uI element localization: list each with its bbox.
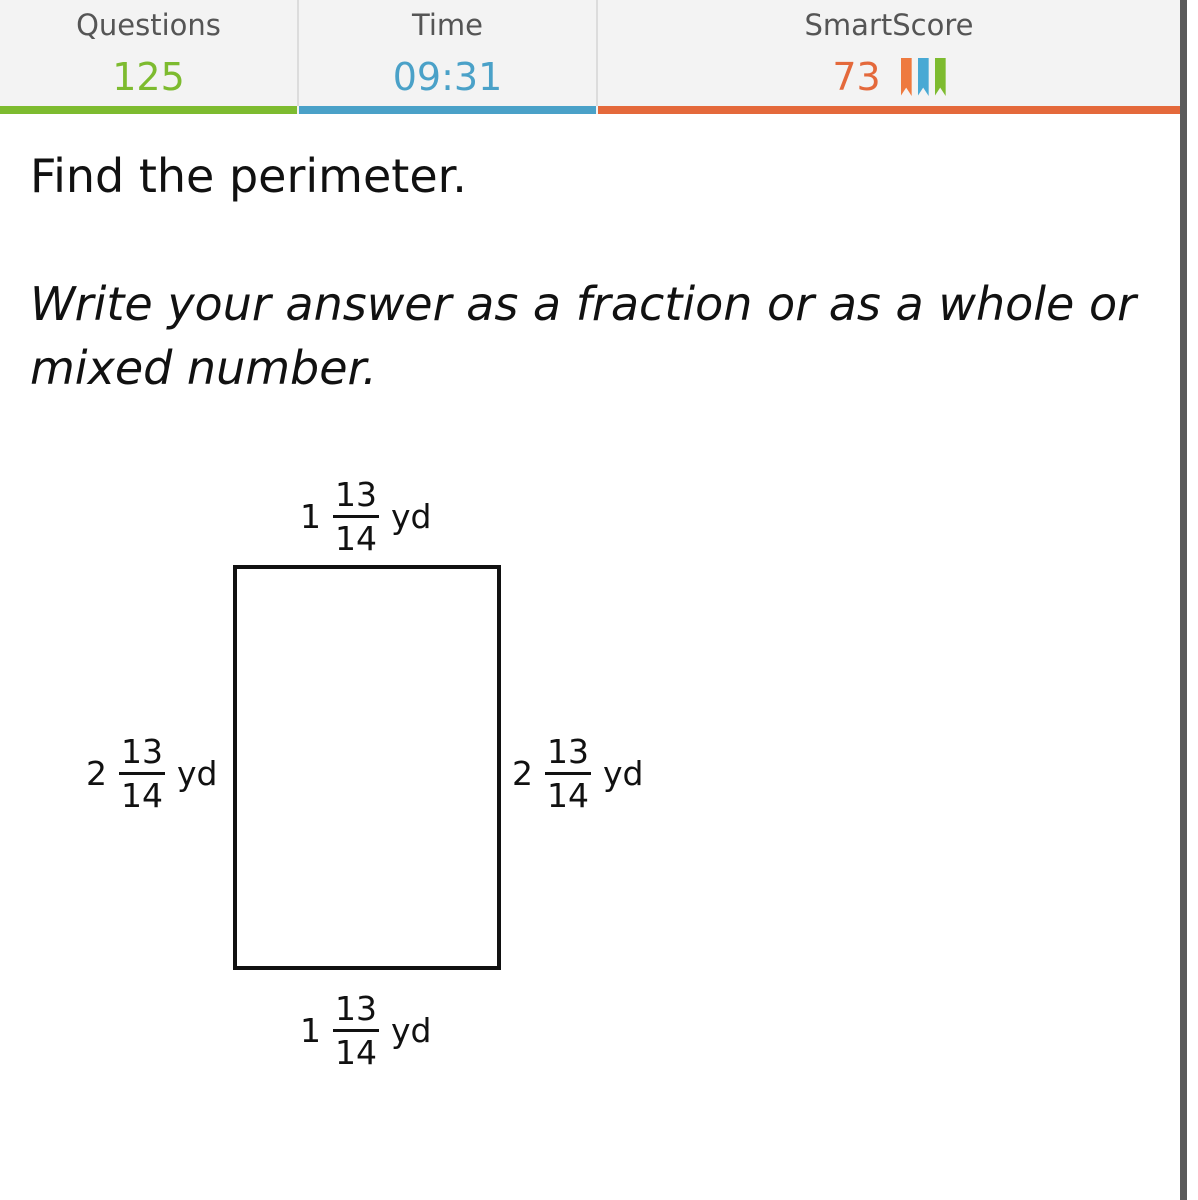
smartscore-value: 73 — [832, 55, 881, 99]
unit: yd — [391, 497, 432, 536]
question-prompt: Find the perimeter. — [30, 149, 467, 203]
numerator: 13 — [333, 478, 379, 518]
denominator: 14 — [121, 776, 163, 815]
questions-bar — [0, 106, 297, 114]
rectangle-figure — [233, 565, 501, 970]
whole-number: 2 — [512, 754, 533, 793]
unit: yd — [391, 1011, 432, 1050]
smartscore-label: SmartScore — [804, 8, 974, 42]
numerator: 13 — [545, 735, 591, 775]
fraction — [545, 732, 591, 815]
whole-number: 1 — [300, 1011, 321, 1050]
numerator: 13 — [333, 992, 379, 1032]
green-ribbon-icon — [935, 58, 946, 96]
fraction — [333, 475, 379, 558]
questions-label: Questions — [76, 8, 221, 42]
denominator: 14 — [547, 776, 589, 815]
questions-stat — [0, 0, 297, 114]
bottom-side-label — [300, 989, 432, 1072]
questions-count: 125 — [112, 55, 185, 99]
smartscore-display — [598, 56, 1180, 98]
scrollbar[interactable] — [1180, 0, 1187, 1200]
left-side-label — [86, 732, 218, 815]
time-label: Time — [412, 8, 483, 42]
whole-number: 2 — [86, 754, 107, 793]
fraction — [333, 989, 379, 1072]
time-elapsed: 09:31 — [392, 55, 503, 99]
time-bar — [299, 106, 596, 114]
right-side-label — [512, 732, 644, 815]
whole-number: 1 — [300, 497, 321, 536]
denominator: 14 — [335, 519, 377, 558]
stats-header — [0, 0, 1180, 114]
answer-instruction: Write your answer as a fraction or as a whole or mixed number. — [30, 277, 1136, 395]
top-side-label — [300, 475, 432, 558]
fraction — [119, 732, 165, 815]
smartscore-bar — [598, 106, 1180, 114]
smartscore-stat — [598, 0, 1180, 114]
numerator: 13 — [119, 735, 165, 775]
denominator: 14 — [335, 1033, 377, 1072]
award-ribbons-icon — [901, 58, 946, 96]
unit: yd — [603, 754, 644, 793]
orange-ribbon-icon — [901, 58, 912, 96]
unit: yd — [177, 754, 218, 793]
time-stat — [299, 0, 596, 114]
blue-ribbon-icon — [918, 58, 929, 96]
